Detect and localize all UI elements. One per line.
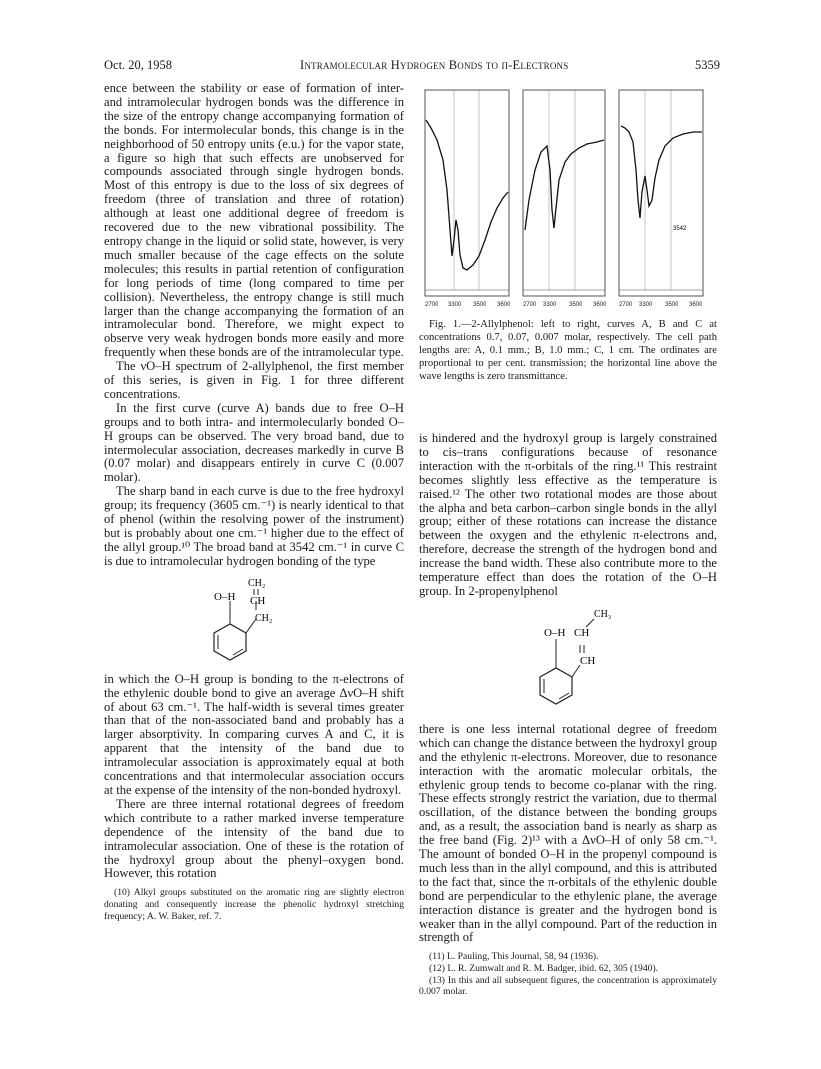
ch-top-label: CH	[574, 626, 590, 639]
oh-label: O–H	[214, 590, 236, 603]
allylphenol-structure	[154, 575, 354, 667]
tick-label: 3300	[543, 302, 557, 308]
footnote-12: (12) L. R. Zumwalt and R. M. Badger, ibid. 62, 305 (1940).	[429, 962, 659, 974]
ir-spectra	[419, 80, 717, 312]
curve-b	[525, 140, 604, 230]
tick-label: 3600	[497, 302, 511, 308]
ch2-bottom-label: CH₂	[255, 612, 273, 624]
paragraph: in which the O–H group is bonding to the π-electrons of the ethylenic double bond to give an average ΔνO–H shift of about 63 cm.⁻¹. The half-width is several times greater than that of the non-associated band and probably has a larger absorptivity. In comparing curves A and C, it is apparent that the intensity of the band due to intramolecular association is approximately equal at both concentrations and that intermolecular association occurs at the expense of the intensity of the non-bonded hydroxyl.	[104, 671, 404, 797]
paragraph: The sharp band in each curve is due to the free hydroxyl group; its frequency (3605 cm.⁻¹) is nearly identical to that of phenol (within the resolving power of the instrument) but is probably about one cm.⁻¹ higher due to the effect of the allyl group.¹⁰ The broad band at 3542 cm.⁻¹ in curve C is due to intramolecular hydrogen bonding of the type	[104, 484, 404, 568]
tick-label: 3500	[473, 302, 487, 308]
paragraph: There are three internal rotational degrees of freedom which contribute to a rather marked inverse temperature dependence of the intensity of the band due to intramolecular association. One of these is the rotation of the hydroxyl group about the phenyl–oxygen bond. However, this rotation	[104, 796, 404, 881]
propenylphenol-structure	[468, 605, 668, 717]
figure-1	[419, 80, 717, 383]
tick-label: 3500	[665, 302, 679, 308]
paragraph: The νO–H spectrum of 2-allylphenol, the first member of this series, is given in Fig. 1 for three different concentrations.	[104, 359, 404, 401]
paragraph: In the first curve (curve A) bands due to free O–H groups and to both intra- and intermolecularly bonded O–H groups can be observed. The very broad band, due to intermolecular association, decreases markedly in curve B (0.07 molar) and disappears entirely in curve C (0.007 molar).	[104, 400, 404, 485]
oh-label: O–H	[544, 626, 566, 639]
ch2-top-label: CH₂	[248, 577, 266, 589]
footnote-11: (11) L. Pauling, This Journal, 58, 94 (1936).	[429, 951, 599, 963]
footnote-13: (13) In this and all subsequent figures, the concentration is approximately 0.007 molar.	[419, 974, 717, 998]
tick-label: 3600	[689, 302, 703, 308]
band-annotation-3542: 3542	[673, 226, 687, 232]
footnote-10: (10) Alkyl groups substituted on the aromatic ring are slightly electron donating and consequently increase the phenolic hydroxyl stretching frequency; A. W. Baker, ref. 7.	[104, 887, 404, 922]
tick-label: 3500	[569, 302, 583, 308]
header-date: Oct. 20, 1958	[104, 58, 173, 72]
footnotes	[419, 951, 717, 997]
tick-label: 3300	[639, 302, 653, 308]
paragraph: ence between the stability or ease of formation of inter- and intramolecular hydrogen bonds was the difference in the size of the entropy change accompanying formation of the bonds. For intermolecular bonds, this change is in the neighborhood of 50 entropy units (e.u.) for the vapor state, a figure so high that such effects are unobserved for compounds associated through single hydrogen bonds. Most of this entropy is due to the loss of six degrees of freedom (three of translation and three of rotation) although at least one additional degree of freedom is recovered due to the new vibrational possibility. The entropy change in the liquid or solid state, however, is very much smaller because of the cage effects on the solute molecules; this results in partial retention of configuration for long periods of time (long compared to time per collision). Nevertheless, the entropy change is still much larger than the change accompanying the formation of an intramolecular bond. Therefore, we might expect to observe very weak hydrogen bonds more easily and more frequently when these bonds are of the intramolecular type.	[104, 81, 404, 360]
paragraph: there is one less internal rotational degree of freedom which can change the distance between the hydroxyl group and the ethylenic π-electrons. Moreover, due to resonance interaction with the aromatic molecular orbitals, the ethylenic group tends to become co-planar with the ring. These effects strongly restrict the variation, due to thermal oscillation, of the distance between the bonding groups and, as a result, the association band is nearly as sharp as the free band (Fig. 2)¹³ with a ΔνO–H of only 58 cm.⁻¹. The amount of bonded O–H in the propenyl compound is much less than in the allyl compound, and this is attributed to the fact that, since the π-orbitals of the ethylenic double bond are perpendicular to the ethylenic plane, the average interaction distance is greater and the hydrogen bond is weaker than in the allyl compound. Part of the reduction in strength of	[419, 721, 717, 945]
ch-label: CH	[250, 594, 266, 607]
header-title: Intramolecular Hydrogen Bonds to π-Electrons	[300, 58, 569, 72]
right-column	[419, 432, 717, 998]
curve-b-panel	[523, 90, 605, 296]
curve-c	[621, 126, 702, 218]
figure-caption: Fig. 1.—2-Allylphenol: left to right, curves A, B and C at concentrations 0.7, 0.07, 0.007 molar, respectively. The cell path lengths are: A, 0.1 mm.; B, 1.0 mm.; C, 1 cm. The ordinates are proportional to per cent. transmission; the horizontal line above the wave lengths is zero transmittance.	[419, 319, 717, 382]
curve-a	[426, 120, 508, 270]
tick-label: 2700	[619, 302, 633, 308]
curve-c-panel	[619, 90, 703, 296]
paragraph: is hindered and the hydroxyl group is largely constrained to cis–trans configurations because of resonance interaction with the π-orbitals of the ring.¹¹ This restraint becomes slightly less effective as the temperature is raised.¹² The other two rotational modes are those about the alpha and beta carbon–carbon single bonds in the allyl group; either of these rotations can increase the distance between the oxygen and the ethylenic π-electrons and, therefore, decrease the strength of the hydrogen bond and increase the band width. These also contribute more to the temperature effect than does the rotation of the O–H group. In 2-propenylphenol	[419, 431, 717, 598]
ch3-label: CH₃	[594, 608, 612, 620]
left-column	[104, 82, 404, 922]
tick-label: 3300	[448, 302, 462, 308]
page-number: 5359	[695, 58, 720, 72]
tick-label: 2700	[425, 302, 439, 308]
ch-bottom-label: CH	[580, 654, 596, 667]
tick-label: 2700	[523, 302, 537, 308]
curve-a-panel	[425, 90, 509, 296]
tick-label: 3600	[593, 302, 607, 308]
